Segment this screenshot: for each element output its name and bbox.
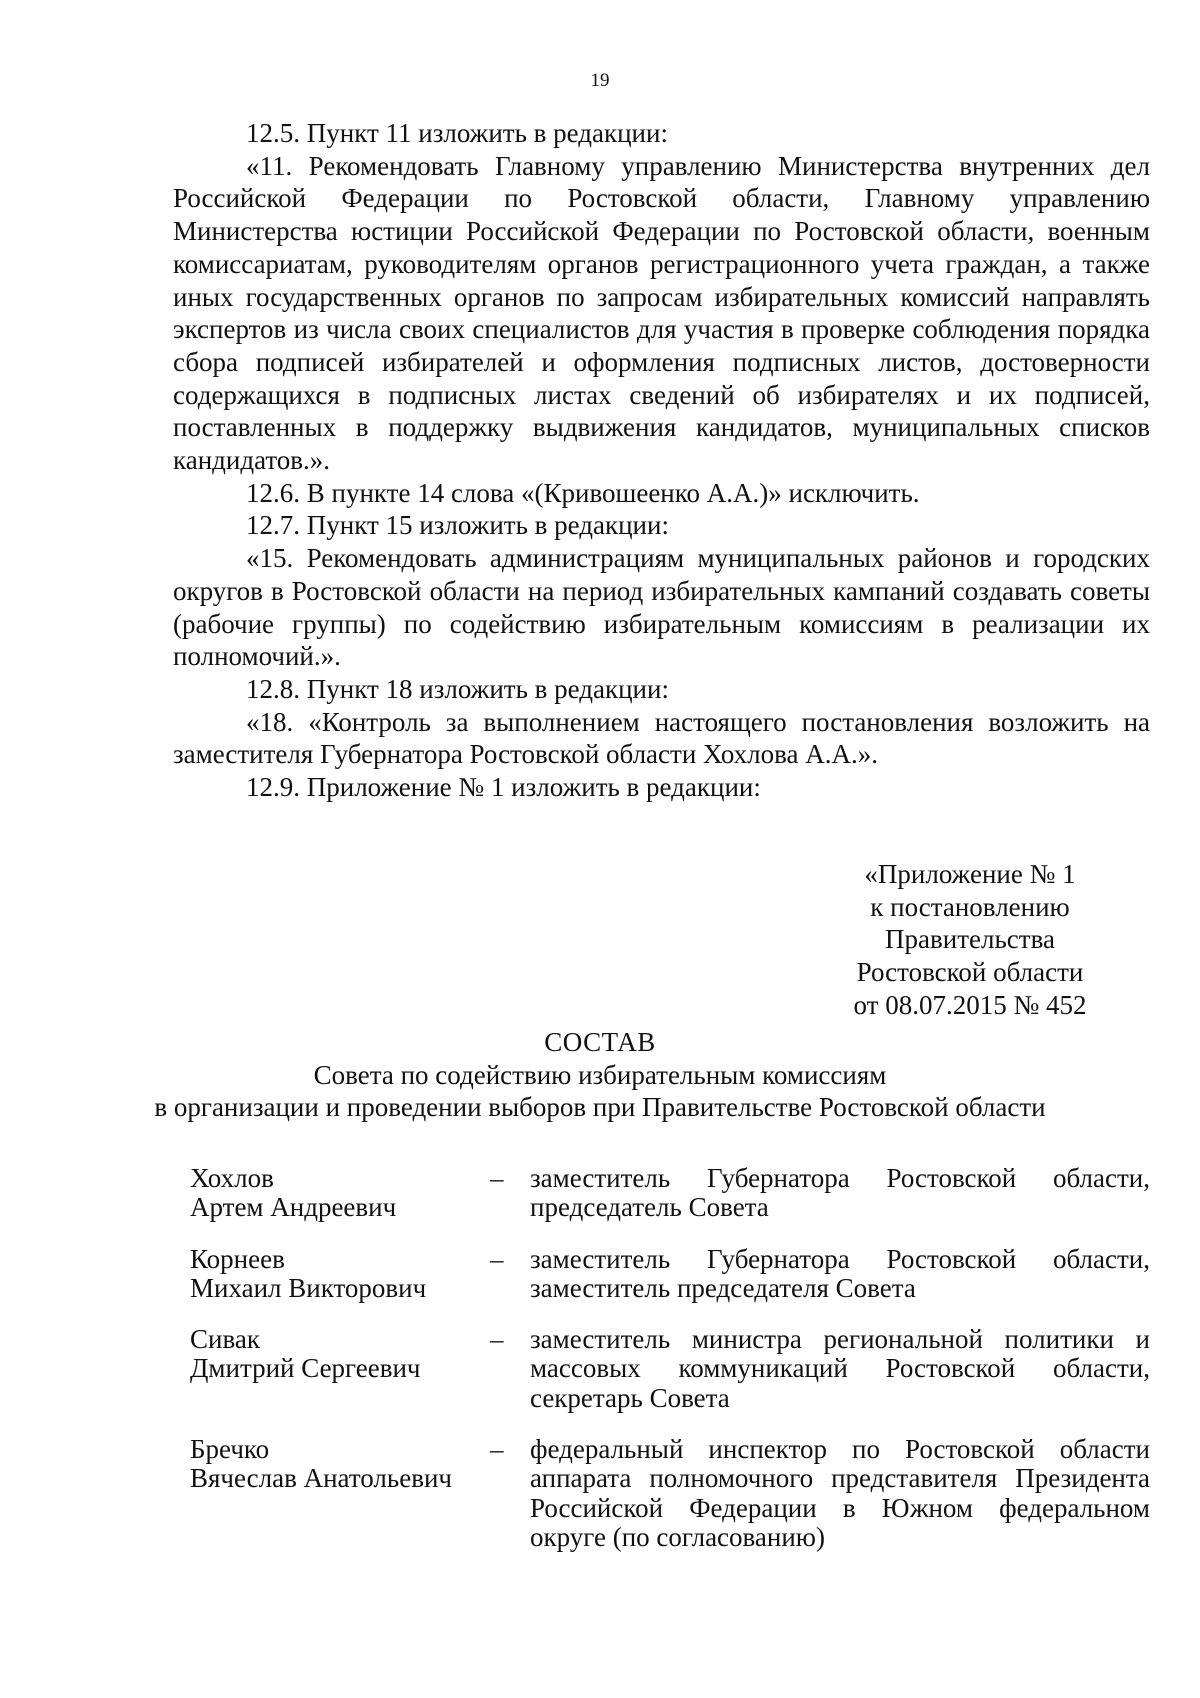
member-row (190, 1435, 1150, 1552)
body-text (173, 117, 1150, 804)
appendix-line: к постановлению (870, 891, 1070, 922)
member-role: федеральный инспектор по Ростовской области аппарата полномочного представителя Президента Российской Федерации в Южном федеральном округе (по согласованию) (530, 1434, 1150, 1552)
member-dash: – (490, 1243, 504, 1274)
member-name (190, 1164, 490, 1223)
member-surname: Сивак (190, 1324, 260, 1355)
member-role: заместитель Губернатора Ростовской области, председатель Совета (530, 1163, 1150, 1223)
paragraph-item-18: «18. «Контроль за выполнением настоящего постановления возложить на заместителя Губернатора Ростовской области Хохлова А.А.». (173, 706, 1150, 770)
member-name (190, 1435, 490, 1552)
members-list (190, 1164, 1150, 1574)
composition-title: СОСТАВ (544, 1027, 656, 1057)
paragraph-12-6: 12.6. В пункте 14 слова «(Кривошеенко А.А.)» исключить. (246, 477, 920, 508)
member-role: заместитель Губернатора Ростовской области, заместитель председателя Совета (530, 1243, 1150, 1303)
member-role: заместитель министра региональной политики и массовых коммуникаций Ростовской области, секретарь Совета (530, 1324, 1150, 1413)
member-row (190, 1245, 1150, 1304)
member-surname: Хохлов (190, 1163, 274, 1193)
paragraph-12-8: 12.8. Пункт 18 изложить в редакции: (246, 673, 669, 704)
composition-subtitle: в организации и проведении выборов при Правительстве Ростовской области (154, 1092, 1046, 1122)
member-given-name: Вячеслав Анатольевич (190, 1463, 452, 1494)
member-surname: Бречко (190, 1434, 270, 1465)
member-given-name: Дмитрий Сергеевич (190, 1353, 421, 1384)
member-row (190, 1325, 1150, 1413)
appendix-line: Правительства (885, 924, 1055, 955)
member-name (190, 1245, 490, 1304)
member-given-name: Михаил Викторович (190, 1272, 427, 1303)
member-given-name: Артем Андреевич (190, 1192, 397, 1223)
paragraph-12-7: 12.7. Пункт 15 изложить в редакции: (246, 510, 669, 541)
appendix-line: Ростовской области (856, 957, 1084, 988)
member-name (190, 1325, 490, 1413)
paragraph-12-5: 12.5. Пункт 11 изложить в редакции: (246, 118, 668, 148)
paragraph-12-9: 12.9. Приложение № 1 изложить в редакции: (246, 772, 761, 803)
appendix-line: от 08.07.2015 № 452 (853, 989, 1087, 1020)
member-dash: – (490, 1434, 504, 1465)
paragraph-item-15: «15. Рекомендовать администрациям муниципальных районов и городских округов в Ростовской области на период избирательных кампаний создавать советы (рабочие группы) по содействию избирательным комиссиям в реализации их полномочий.». (173, 543, 1150, 672)
appendix-reference (820, 858, 1120, 1022)
member-row (190, 1164, 1150, 1223)
composition-subtitle: Совета по содействию избирательным комиссиям (313, 1060, 887, 1090)
paragraph-item-11: «11. Рекомендовать Главному управлению Министерства внутренних дел Российской Федерации по Ростовской области, Главному управлению Министерства юстиции Российской Федерации по Ростовской области, военным комиссариатам, руководителям органов регистрационного учета граждан, а также иных государственных органов по запросам избирательных комиссий направлять экспертов из числа своих специалистов для участия в проверке соблюдения порядка сбора подписей избирателей и оформления подписных листов, достоверности содержащихся в подписных листах сведений об избирателях и их подписей, поставленных в поддержку выдвижения кандидатов, муниципальных списков кандидатов.». (173, 150, 1150, 476)
member-surname: Корнеев (190, 1243, 285, 1274)
page-number: 19 (590, 70, 610, 91)
appendix-line: «Приложение № 1 (864, 859, 1076, 889)
member-dash: – (490, 1163, 504, 1193)
member-dash: – (490, 1324, 504, 1355)
